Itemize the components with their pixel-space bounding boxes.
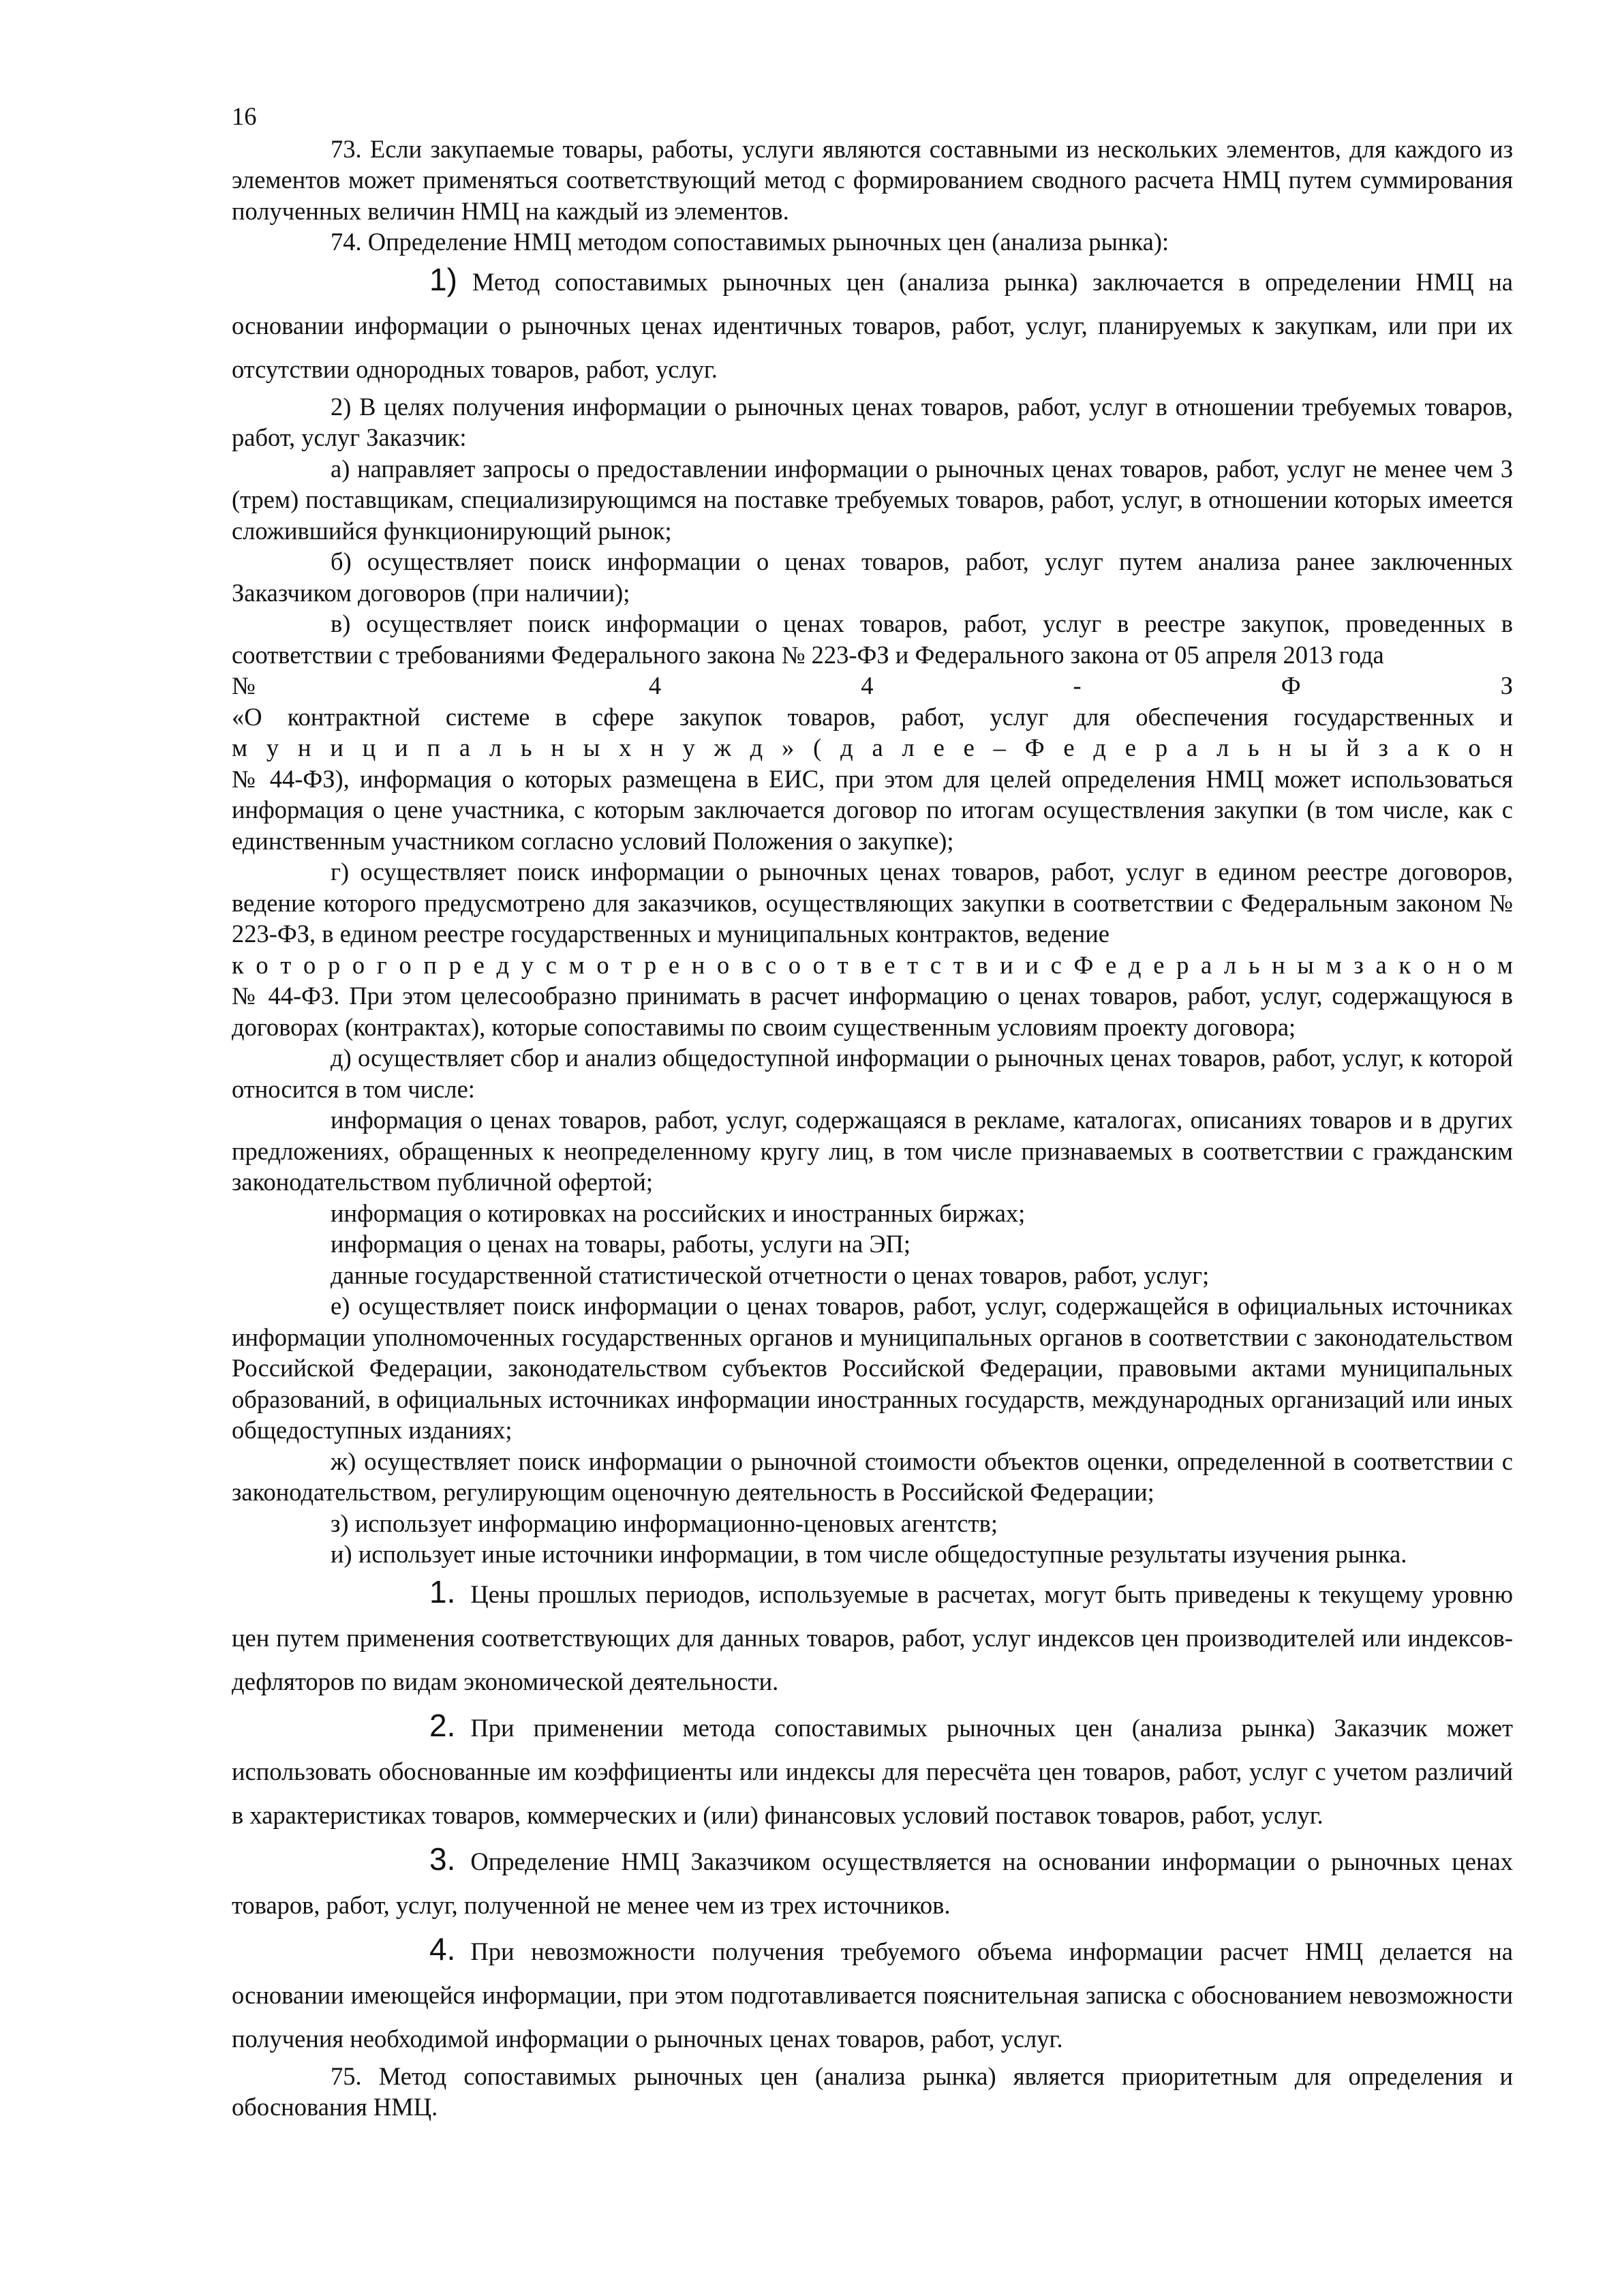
- document-page: [232, 101, 1513, 2123]
- list-marker: 3.: [429, 1841, 456, 1877]
- numbered-item-2: [232, 1704, 1513, 1837]
- numbered-item-2-text: При применении метода сопоставимых рыночных цен (анализа рынка) Заказчик может использовать обоснованные им коэффициенты или индексы для пересчёта цен товаров, работ, услуг с учетом различий в характеристиках товаров, коммерческих и (или) финансовых условий поставок товаров, работ, услуг.: [232, 1713, 1513, 1829]
- item-zh: ж) осуществляет поиск информации о рыночной стоимости объектов оценки, определенной в соответствии с законодательством, регулирующим оценочную деятельность в Российской Федерации;: [232, 1447, 1513, 1506]
- paragraph-74: 74. Определение НМЦ методом сопоставимых рыночных цен (анализа рынка):: [331, 228, 1169, 256]
- item-d-advertising: информация о ценах товаров, работ, услуг, содержащаяся в рекламе, каталогах, описаниях товаров и в других предложениях, обращенных к неопределенному кругу лиц, в том числе признаваемых в соответствии с гражданским законодательством публичной офертой;: [232, 1106, 1513, 1196]
- subitem-2: 2) В целях получения информации о рыночных ценах товаров, работ, услуг в отношении требуемых товаров, работ, услуг Заказчик:: [232, 392, 1513, 451]
- item-d-statistics: данные государственной статистической отчетности о ценах товаров, работ, услуг;: [331, 1260, 1210, 1289]
- numbered-item-1-text: Цены прошлых периодов, используемые в расчетах, могут быть приведены к текущему уровню цен путем применения соответствующих для данных товаров, работ, услуг индексов цен производителей или индексов-дефляторов по видам экономической деятельности.: [232, 1580, 1513, 1695]
- numbered-item-1: [232, 1570, 1513, 1704]
- item-v: в) осуществляет поиск информации о ценах товаров, работ, услуг в реестре закупок, проведенных в соответствии с требованиями Федерального закона № 223-ФЗ и Федерального закона от 05 апреля 2013 года: [232, 609, 1513, 669]
- item-a: а) направляет запросы о предоставлении информации о рыночных ценах товаров, работ, услуг не менее чем 3 (трем) поставщикам, специализирующимся на поставке требуемых товаров, работ, услуг, в отношении которых имеется сложившийся функционирующий рынок;: [232, 454, 1513, 545]
- item-v-line-2: № 4 4 - Ф З: [232, 671, 1513, 699]
- paragraph-73: 73. Если закупаемые товары, работы, услуги являются составными из нескольких элементов, для каждого из элементов может применяться соответствующий метод с формированием сводного расчета НМЦ путем суммирования полученных величин НМЦ на каждый из элементов.: [232, 134, 1513, 225]
- numbered-item-4: [232, 1927, 1513, 2061]
- item-g-line-spaced: к о т о р о г о п р е д у с м о т р е н о в с о о т в е т с т в и и с Ф е д е р а л ь н ы м з а к о н о м: [232, 950, 1513, 979]
- item-z: з) использует информацию информационно-ценовых агентств;: [331, 1509, 998, 1537]
- paragraph-75: 75. Метод сопоставимых рыночных цен (анализа рынка) является приоритетным для определения и обоснования НМЦ.: [232, 2061, 1513, 2121]
- list-marker: 2.: [429, 1707, 456, 1743]
- list-marker: 4.: [429, 1931, 456, 1967]
- item-d-ep: информация о ценах на товары, работы, услуги на ЭП;: [331, 1230, 911, 1258]
- item-v-continuation: № 44-ФЗ), информация о которых размещена в ЕИС, при этом для целей определения НМЦ может использоваться информация о цене участника, с которым заключается договор по итогам осуществления закупки (в том числе, как с единственным участником согласно условий Положения о закупке);: [232, 764, 1513, 855]
- item-b: б) осуществляет поиск информации о ценах товаров, работ, услуг путем анализа ранее заключенных Заказчиком договоров (при наличии);: [232, 547, 1513, 607]
- item-e: е) осуществляет поиск информации о ценах товаров, работ, услуг, содержащейся в официальных источниках информации уполномоченных государственных органов и муниципальных органов в соответствии с законодательством Российской Федерации, законодательством субъектов Российской Федерации, правовыми актами муниципальных образований, в официальных источниках информации иностранных государств, международных организаций или иных общедоступных изданиях;: [232, 1292, 1513, 1444]
- numbered-item-4-text: При невозможности получения требуемого объема информации расчет НМЦ делается на основании имеющейся информации, при этом подготавливается пояснительная записка с обоснованием невозможности получения необходимой информации о рыночных ценах товаров, работ, услуг.: [232, 1937, 1513, 2053]
- numbered-item-3: [232, 1837, 1513, 1927]
- list-marker: 1): [429, 261, 457, 297]
- item-g-continuation: № 44-ФЗ. При этом целесообразно принимать в расчет информацию о ценах товаров, работ, услуг, содержащуюся в договорах (контрактах), которые сопоставимы по своим существенным условиям проекту договора;: [232, 982, 1513, 1041]
- list-marker: 1.: [429, 1573, 456, 1610]
- page-number: 16: [232, 102, 257, 130]
- numbered-item-3-text: Определение НМЦ Заказчиком осуществляется на основании информации о рыночных ценах товаров, работ, услуг, полученной не менее чем из трех источников.: [232, 1847, 1513, 1919]
- item-d-exchanges: информация о котировках на российских и иностранных биржах;: [331, 1198, 1026, 1227]
- item-i: и) использует иные источники информации, в том числе общедоступные результаты изучения рынка.: [331, 1540, 1407, 1568]
- item-g: г) осуществляет поиск информации о рыночных ценах товаров, работ, услуг в едином реестре договоров, ведение которого предусмотрено для заказчиков, осуществляющих закупки в соответствии с Федеральным законом № 223-ФЗ, в едином реестре государственных и муниципальных контрактов, ведение: [232, 858, 1513, 948]
- subitem-1-text: Метод сопоставимых рыночных цен (анализа рынка) заключается в определении НМЦ на основании информации о рыночных ценах идентичных товаров, работ, услуг, планируемых к закупкам, или при их отсутствии однородных товаров, работ, услуг.: [232, 267, 1513, 383]
- item-v-line-3: «О контрактной системе в сфере закупок товаров, работ, услуг для обеспечения государственных и: [232, 702, 1513, 731]
- subitem-1: [232, 258, 1513, 391]
- item-v-line-4: м у н и ц и п а л ь н ы х н у ж д » ( д а л е е – Ф е д е р а л ь н ы й з а к о н: [232, 734, 1513, 761]
- item-d: д) осуществляет сбор и анализ общедоступной информации о рыночных ценах товаров, работ, услуг, к которой относится в том числе:: [232, 1044, 1513, 1103]
